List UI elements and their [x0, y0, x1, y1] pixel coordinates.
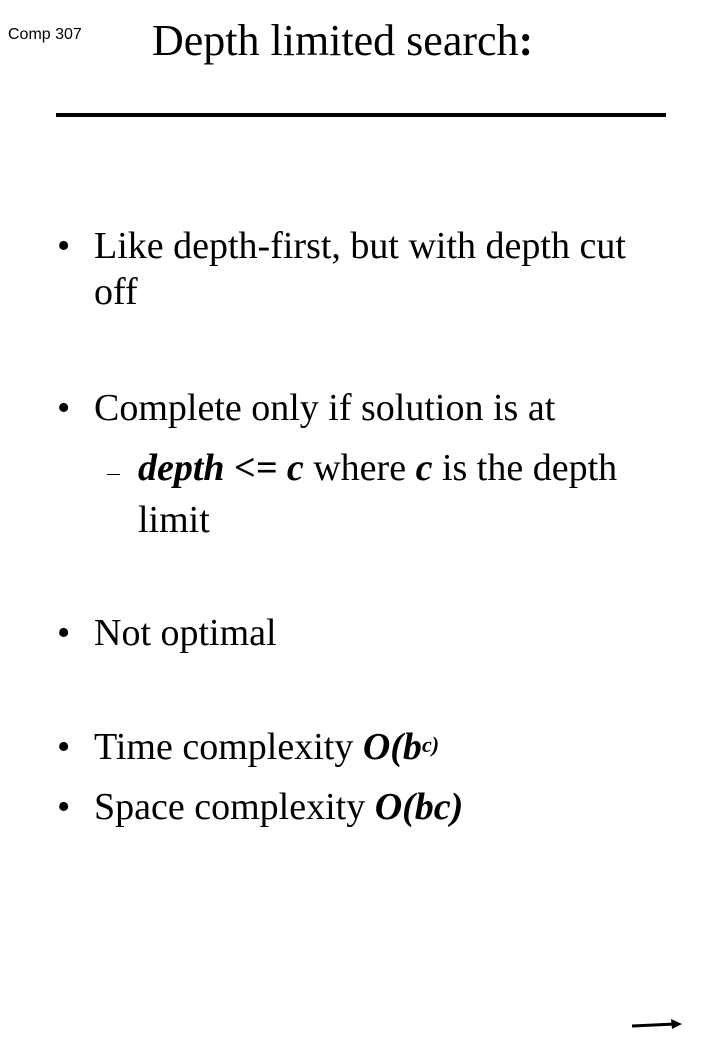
- sub-bullet-connector: where: [303, 447, 416, 489]
- bullet-marker-2: •: [57, 387, 71, 429]
- bullet-marker-4: •: [57, 726, 71, 768]
- sub-bullet-dash: [107, 474, 120, 475]
- course-label: Comp 307: [8, 26, 82, 43]
- time-complexity-exponent: c): [421, 732, 440, 757]
- bullet-1-line-1: Like depth-first, but with depth cut: [94, 225, 626, 267]
- time-complexity-base: O(b: [362, 726, 422, 768]
- bullet-marker-1: •: [57, 225, 71, 267]
- time-complexity-formula: [363, 726, 439, 768]
- next-slide-arrow-icon[interactable]: [630, 1016, 684, 1032]
- time-complexity-label: Time complexity: [94, 726, 363, 768]
- bullet-3-text: Not optimal: [94, 612, 277, 654]
- bullet-marker-3: •: [57, 612, 71, 654]
- bullet-5-text: [94, 786, 463, 828]
- space-complexity-formula: O(bc): [374, 786, 464, 828]
- bullet-2-text: Complete only if solution is at: [94, 387, 556, 429]
- sub-bullet-line-1: [138, 447, 617, 489]
- bullet-1-line-2: off: [94, 271, 138, 313]
- space-complexity-label: Space complexity: [94, 786, 375, 828]
- bullet-4-text: [94, 726, 439, 768]
- sub-bullet-description: is the depth: [432, 447, 618, 489]
- depth-condition: depth <= c: [138, 447, 304, 489]
- slide-title: [152, 15, 533, 67]
- title-underline: [56, 113, 666, 117]
- slide-title-text: Depth limited search: [152, 16, 519, 65]
- bullet-marker-5: •: [57, 786, 71, 828]
- sub-bullet-line-2: limit: [138, 499, 210, 541]
- depth-limit-symbol: c: [415, 447, 433, 489]
- slide-title-colon: :: [518, 16, 534, 65]
